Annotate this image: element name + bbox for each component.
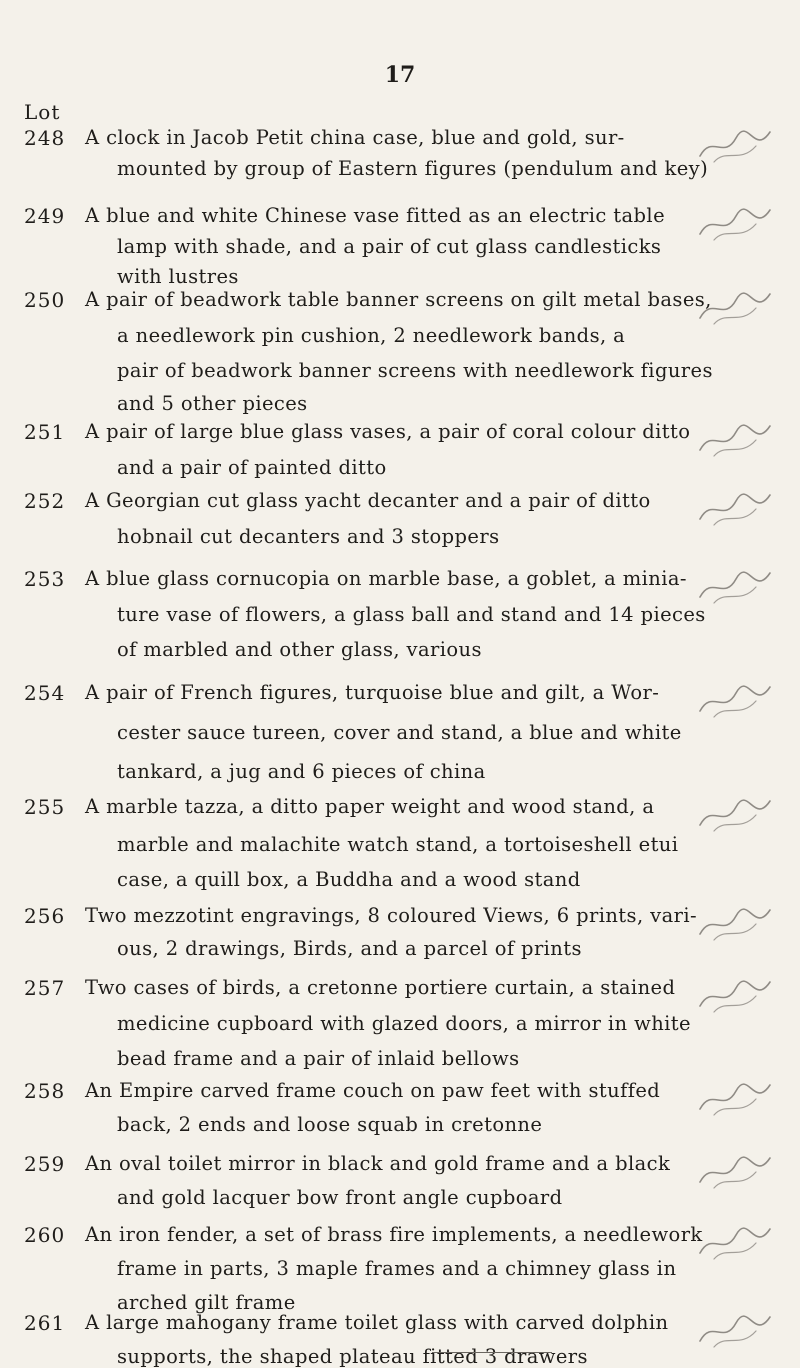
lot-number: 252 (24, 489, 66, 514)
lot-description-line: An iron fender, a set of brass fire implements, a needlework (85, 1223, 703, 1247)
lot-number: 260 (24, 1223, 66, 1248)
lot-number: 253 (24, 566, 66, 591)
lot-description-line: lamp with shade, and a pair of cut glass candlesticks (117, 234, 662, 258)
lot-description-line: and a pair of painted ditto (117, 455, 387, 479)
lot-description-line: tankard, a jug and 6 pieces of china (117, 759, 486, 783)
lot-number: 250 (24, 287, 66, 312)
lot-description-line: A pair of large blue glass vases, a pair of coral colour ditto (85, 419, 691, 443)
lot-description-line: hobnail cut decanters and 3 stoppers (117, 524, 500, 548)
lot-description-line: A marble tazza, a ditto paper weight and wood stand, a (85, 795, 655, 819)
lot-number: 251 (24, 419, 66, 444)
lot-number: 259 (24, 1152, 66, 1177)
lot-description-line: bead frame and a pair of inlaid bellows (117, 1047, 520, 1071)
lot-description-line: A large mahogany frame toilet glass with carved dolphin (85, 1311, 669, 1335)
lot-description-line: a needlework pin cushion, 2 needlework bands, a (117, 323, 626, 347)
handwritten-annotation (690, 795, 780, 835)
lot-description-line: frame in parts, 3 maple frames and a chimney glass in (117, 1256, 677, 1280)
lot-number: 248 (24, 126, 66, 150)
lot-number: 255 (24, 795, 66, 820)
lot-description-line: A pair of beadwork table banner screens on gilt metal bases, (85, 287, 712, 311)
lot-description-line: Two mezzotint engravings, 8 coloured Views, 6 prints, vari- (85, 904, 697, 928)
lot-number: 249 (24, 203, 66, 228)
lot-description-line: An Empire carved frame couch on paw feet with stuffed (85, 1079, 661, 1103)
lot-description-line: pair of beadwork banner screens with needlework figures (117, 359, 713, 383)
lot-description-line: cester sauce tureen, cover and stand, a blue and white (117, 720, 682, 744)
lot-description-line: and gold lacquer bow front angle cupboard (117, 1185, 563, 1209)
lot-description-line: A blue glass cornucopia on marble base, a goblet, a minia- (85, 566, 687, 590)
lot-description-line: with lustres (117, 265, 239, 289)
lot-description-line: An oval toilet mirror in black and gold frame and a black (85, 1152, 671, 1176)
lot-description-line: A Georgian cut glass yacht decanter and a pair of ditto (85, 489, 651, 513)
lot-number: 257 (24, 976, 66, 1001)
footer-rule (432, 1352, 552, 1353)
handwritten-annotation (690, 489, 780, 529)
lot-description-line: arched gilt frame (117, 1290, 296, 1314)
lot-description-line: A clock in Jacob Petit china case, blue and gold, sur- (85, 126, 625, 149)
lot-description-line: Two cases of birds, a cretonne portiere curtain, a stained (85, 976, 676, 1000)
handwritten-annotation (690, 204, 780, 244)
lot-description-line: A pair of French figures, turquoise blue and gilt, a Wor- (85, 681, 660, 705)
handwritten-annotation (690, 1311, 780, 1351)
lot-description-line: mounted by group of Eastern figures (pendulum and key) (117, 156, 709, 180)
handwritten-annotation (690, 1079, 780, 1119)
lot-description-line: of marbled and other glass, various (117, 638, 482, 662)
page-number: 17 (384, 62, 416, 88)
lot-description-line: marble and malachite watch stand, a tortoiseshell etui (117, 832, 679, 856)
lot-description-line: ous, 2 drawings, Birds, and a parcel of prints (117, 936, 582, 960)
handwritten-annotation (690, 904, 780, 944)
lot-number: 256 (24, 904, 66, 929)
lot-description-line: supports, the shaped plateau fitted 3 drawers (117, 1344, 588, 1368)
handwritten-annotation (690, 681, 780, 721)
lot-description-line: ture vase of flowers, a glass ball and stand and 14 pieces (117, 602, 706, 626)
lot-description-line: back, 2 ends and loose squab in cretonne (117, 1112, 543, 1136)
lot-description-line: case, a quill box, a Buddha and a wood stand (117, 868, 581, 892)
handwritten-annotation (690, 1223, 780, 1263)
handwritten-annotation (690, 288, 780, 328)
handwritten-annotation (690, 420, 780, 460)
lot-description-line: A blue and white Chinese vase fitted as an electric table (85, 203, 666, 227)
lot-description-line: and 5 other pieces (117, 391, 308, 415)
handwritten-annotation (690, 1152, 780, 1192)
lot-column-header: Lot (24, 100, 61, 124)
handwritten-annotation (690, 126, 780, 166)
lot-number: 261 (24, 1311, 66, 1336)
handwritten-annotation (690, 567, 780, 607)
lot-description-line: medicine cupboard with glazed doors, a mirror in white (117, 1011, 691, 1035)
lot-number: 258 (24, 1079, 66, 1104)
lot-number: 254 (24, 681, 66, 706)
handwritten-annotation (690, 976, 780, 1016)
